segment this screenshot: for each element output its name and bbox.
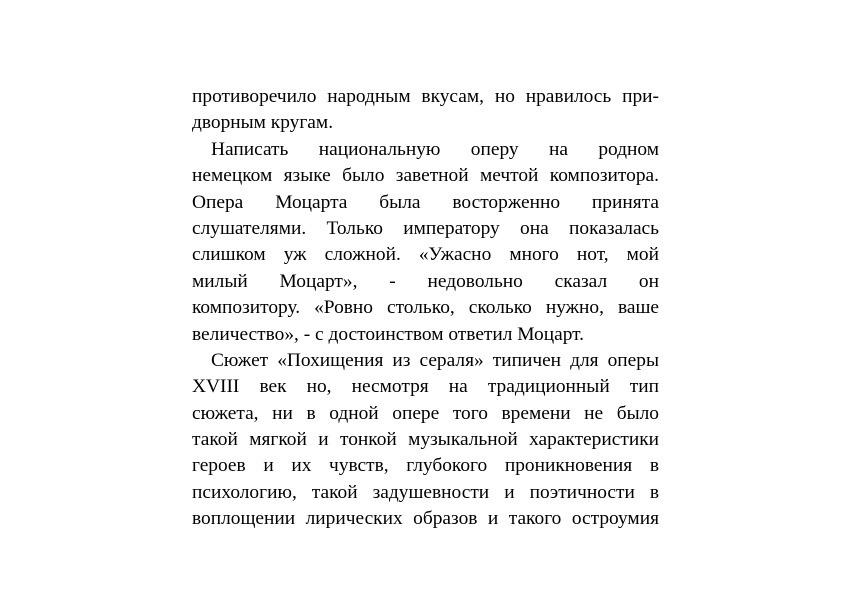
- text-line: Сюжет «Похищения из сераля» типичен для оперы: [211, 349, 659, 371]
- text-line: слишком уж сложной. «Ужасно много нот, мой: [192, 244, 659, 266]
- text-line: композитору. «Ровно столько, сколько нужно, ваше: [192, 297, 659, 319]
- text-line: воплощении лирических образов и такого остроумия: [192, 508, 659, 530]
- text-line: XVIII век но, несмотря на традиционный тип: [192, 376, 659, 398]
- text-line: Написать национальную оперу на родном: [211, 138, 659, 160]
- text-line: противоречило народным вкусам, но нравилось при-: [192, 86, 659, 107]
- text-line: героев и их чувств, глубокого проникновения в: [192, 455, 659, 477]
- text-line: немецком языке было заветной мечтой композитора.: [192, 165, 659, 187]
- text-line: психологию, такой задушевности и поэтичности в: [192, 481, 659, 503]
- text-line: величество», - с достоинством ответил Моцарт.: [192, 323, 585, 345]
- text-line: милый Моцарт», - недовольно сказал он: [192, 270, 659, 292]
- body-text: [192, 84, 659, 533]
- text-line: такой мягкой и тонкой музыкальной характеристики: [192, 429, 659, 451]
- text-line: слушателями. Только императору она показалась: [192, 217, 659, 239]
- text-line: дворным кругам.: [192, 112, 334, 134]
- text-line: Опера Моцарта была восторженно принята: [192, 191, 659, 213]
- text-line: сюжета, ни в одной опере того времени не было: [192, 402, 659, 424]
